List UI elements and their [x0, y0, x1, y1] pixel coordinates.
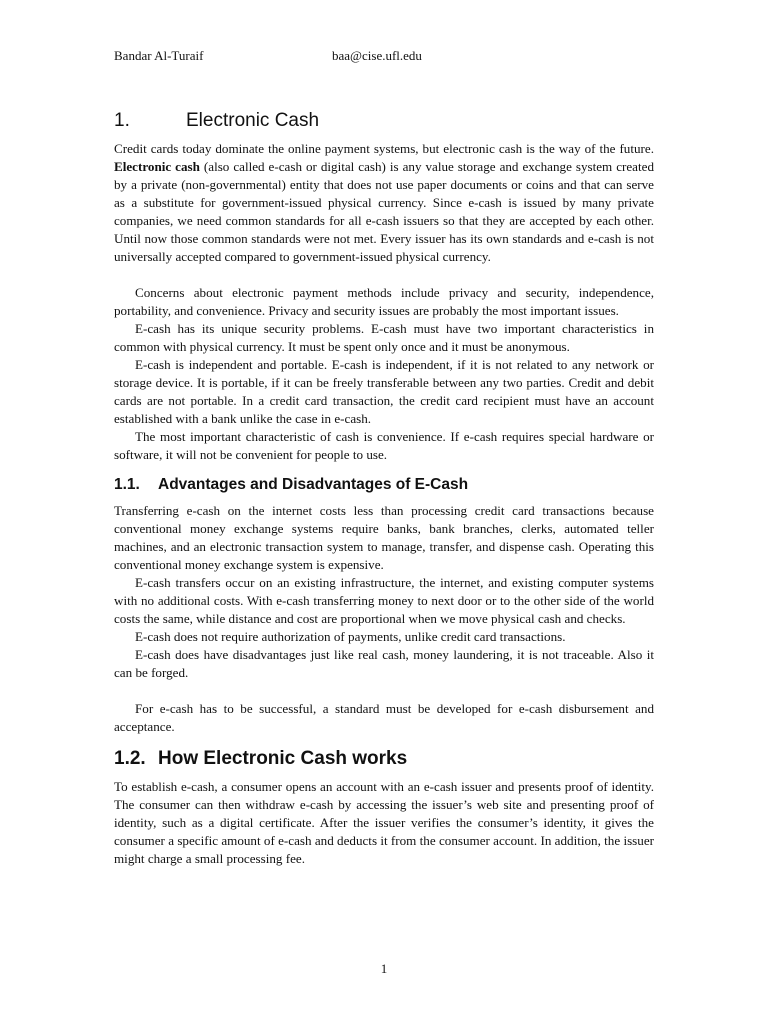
paragraph: For e-cash has to be successful, a standard must be developed for e-cash disbursement and acceptance. — [114, 701, 654, 734]
author-name: Bandar Al-Turaif — [114, 48, 204, 63]
section-title: How Electronic Cash works — [158, 748, 408, 769]
page-header — [114, 48, 422, 64]
section-title: Electronic Cash — [186, 110, 320, 131]
paragraph: E-cash does not require authorization of payments, unlike credit card transactions. — [135, 629, 566, 644]
paragraph: E-cash has its unique security problems. E-cash must have two important characteristics in common with physical currency. It must be spent only once and it must be anonymous. — [114, 321, 654, 354]
section-heading-1-1 — [114, 474, 654, 496]
section-number: 1.2. — [114, 748, 146, 769]
paragraph: Credit cards today dominate the online payment systems, but electronic cash is the way of the future. Electronic cash (also called e-cash or digital cash) is any value storage and exchange system created by a private (non-governmental) entity that does not use paper documents or coins and that can serve as a substitute for government-issued physical currency. Since e-cash is issued by many private companies, we need common standards for all e-cash issuers so that they are accepted by each other. Until now those common standards were not met. Every issuer has its own standards and e-cash is not universally accepted compared to government-issued physical currency. — [114, 141, 654, 264]
document-body — [114, 108, 654, 868]
bold-term: Electronic cash — [114, 159, 200, 174]
paragraph: E-cash is independent and portable. E-cash is independent, if it is not related to any network or storage device. It is portable, if it can be freely transferable between any two parties. Credit and debit cards are not portable. In a credit card transaction, the credit card recipient must have an account established with a bank unlike the case in e-cash. — [114, 357, 654, 426]
section-heading-1-2 — [114, 746, 654, 772]
paragraph: E-cash transfers occur on an existing infrastructure, the internet, and existing computer systems with no additional costs. With e-cash transferring money to next door or to the other side of the world costs the same, while distance and cost are proportional when we move physical cash and checks. — [114, 575, 654, 626]
author-email: baa@cise.ufl.edu — [332, 48, 422, 63]
paragraph: Transferring e-cash on the internet costs less than processing credit card transactions because conventional money exchange systems require banks, bank branches, clerks, automated teller machines, and an electronic transaction system to manage, transfer, and dispense cash. Operating this conventional money exchange system is expensive. — [114, 503, 654, 572]
section-title: Advantages and Disadvantages of E-Cash — [158, 476, 469, 493]
section-heading-1 — [114, 108, 654, 134]
section-number: 1. — [114, 110, 130, 131]
page-number: 1 — [380, 961, 388, 976]
section-number: 1.1. — [114, 476, 140, 493]
paragraph: The most important characteristic of cash is convenience. If e-cash requires special hardware or software, it will not be convenient for people to use. — [114, 429, 654, 462]
paragraph: E-cash does have disadvantages just like real cash, money laundering, it is not traceable. Also it can be forged. — [114, 647, 654, 680]
paragraph: Concerns about electronic payment methods include privacy and security, independence, portability, and convenience. Privacy and security issues are probably the most important issues. — [114, 285, 654, 318]
paragraph: To establish e-cash, a consumer opens an account with an e-cash issuer and presents proof of identity. The consumer can then withdraw e-cash by accessing the issuer’s web site and presenting proof of identity, such as a digital certificate. After the issuer verifies the consumer’s identity, it gives the consumer a specific amount of e-cash and deducts it from the consumer account. In addition, the issuer might charge a small processing fee. — [114, 779, 654, 866]
